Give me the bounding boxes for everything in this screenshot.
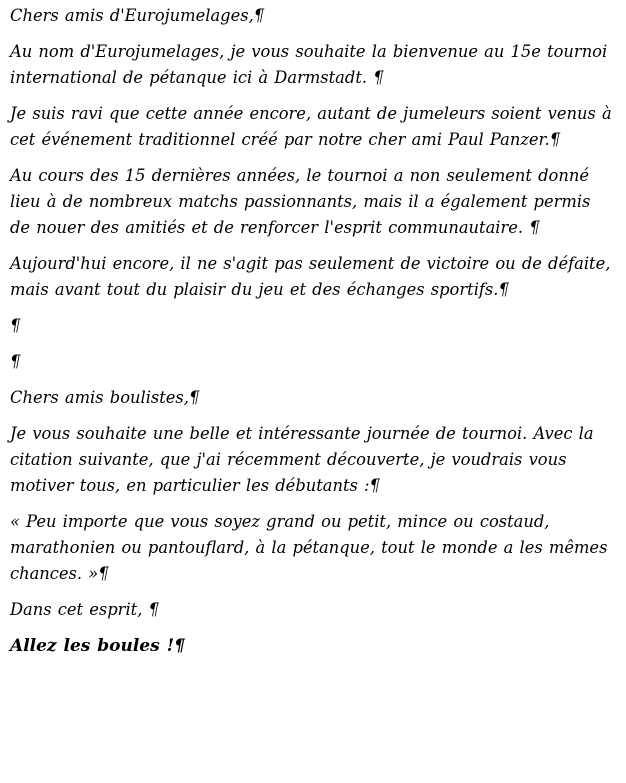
paragraph-history[interactable]: Au cours des 15 dernières années, le tournoi a non seulement donné lieu à de nombreux matchs passionnants, mais il a également permis de nouer des amitiés et de renforcer l'esprit communautaire. ¶ bbox=[10, 166, 591, 237]
paragraph-empty-1[interactable]: ¶ bbox=[10, 316, 21, 335]
paragraph-motto[interactable]: Allez les boules !¶ bbox=[10, 636, 185, 656]
paragraph-empty-2[interactable]: ¶ bbox=[10, 352, 21, 371]
paragraph-welcome[interactable]: Au nom d'Eurojumelages, je vous souhaite la bienvenue au 15e tournoi international de pétanque ici à Darmstadt. ¶ bbox=[10, 42, 608, 87]
paragraph-spirit[interactable]: Aujourd'hui encore, il ne s'agit pas seulement de victoire ou de défaite, mais avant tout du plaisir du jeu et des échanges sportifs.¶ bbox=[10, 254, 611, 299]
paragraph-wishes[interactable]: Je vous souhaite une belle et intéressante journée de tournoi. Avec la citation suivante, que j'ai récemment découverte, je voudrais vous motiver tous, en particulier les débutants :¶ bbox=[10, 424, 594, 495]
paragraph-salutation[interactable]: Chers amis boulistes,¶ bbox=[10, 388, 200, 407]
paragraph-closing[interactable]: Dans cet esprit, ¶ bbox=[10, 600, 159, 619]
paragraph-greeting[interactable]: Chers amis d'Eurojumelages,¶ bbox=[10, 6, 265, 25]
paragraph-quote[interactable]: « Peu importe que vous soyez grand ou petit, mince ou costaud, marathonien ou pantouflard, à la pétanque, tout le monde a les mêmes chances. »¶ bbox=[10, 512, 608, 583]
paragraph-tradition[interactable]: Je suis ravi que cette année encore, autant de jumeleurs soient venus à cet événement traditionnel créé par notre cher ami Paul Panzer.¶ bbox=[10, 104, 612, 149]
